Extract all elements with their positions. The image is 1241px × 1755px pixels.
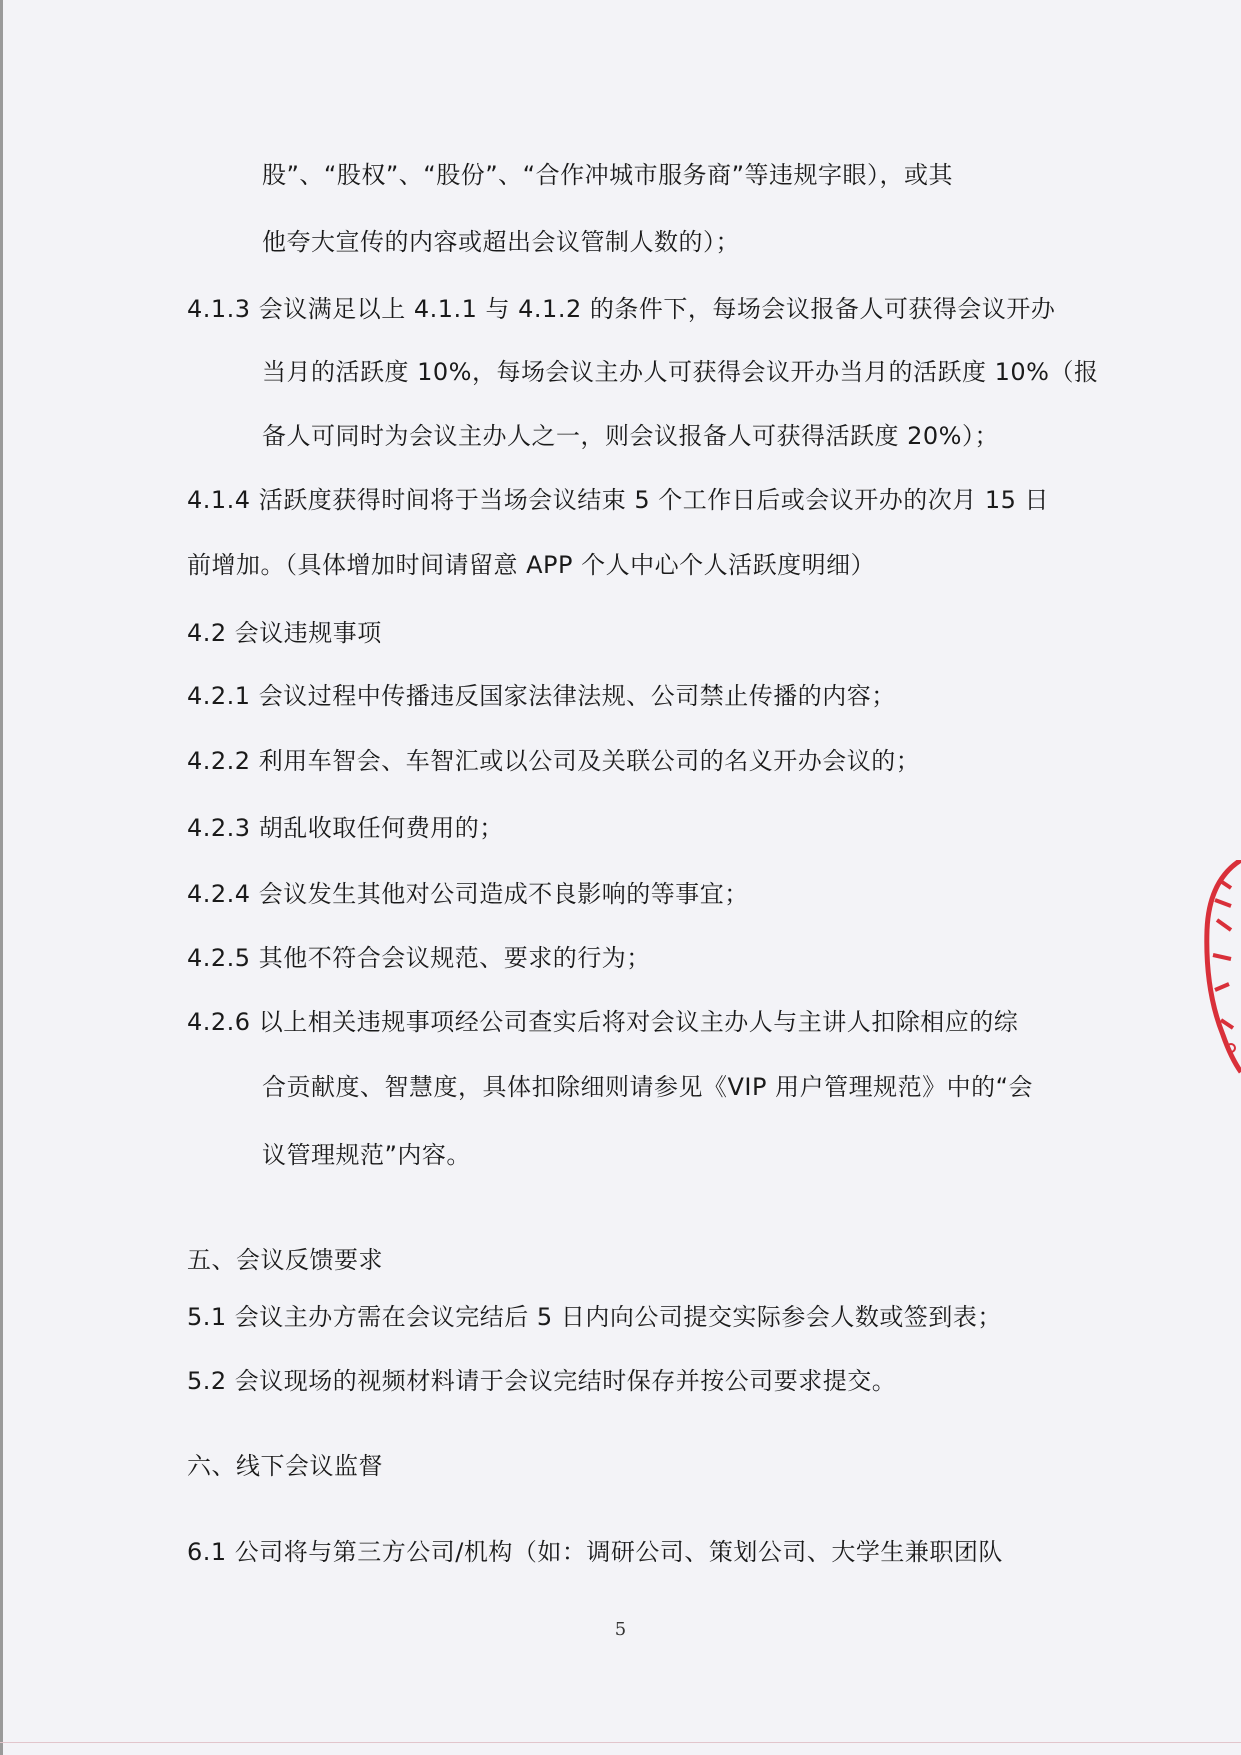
scan-edge	[0, 0, 3, 1755]
text-line: 4.2.5 其他不符合会议规范、要求的行为；	[187, 944, 651, 972]
text-line: 4.2.2 利用车智会、车智汇或以公司及关联公司的名义开办会议的；	[187, 747, 921, 775]
text-line: 4.1.4 活跃度获得时间将于当场会议结束 5 个工作日后或会议开办的次月 15 日	[187, 486, 1050, 514]
text-line: 4.2.4 会议发生其他对公司造成不良影响的等事宜；	[187, 880, 749, 908]
text-line: 6.1 公司将与第三方公司/机构（如：调研公司、策划公司、大学生兼职团队	[187, 1538, 1003, 1566]
text-line: 4.1.3 会议满足以上 4.1.1 与 4.1.2 的条件下，每场会议报备人可获得会议开办	[187, 295, 1056, 323]
text-line: 前增加。（具体增加时间请留意 APP 个人中心个人活跃度明细）	[187, 551, 876, 579]
text-line: 4.2.1 会议过程中传播违反国家法律法规、公司禁止传播的内容；	[187, 682, 896, 710]
text-line: 5.2 会议现场的视频材料请于会议完结时保存并按公司要求提交。	[187, 1367, 897, 1395]
text-line: 4.2.3 胡乱收取任何费用的；	[187, 814, 504, 842]
text-line: 合贡献度、智慧度，具体扣除细则请参见《VIP 用户管理规范》中的“会	[262, 1073, 1034, 1101]
bottom-rule	[0, 1742, 1241, 1743]
section-heading-5: 五、会议反馈要求	[187, 1246, 383, 1274]
page-number: 5	[614, 1619, 627, 1640]
text-line: 他夸大宣传的内容或超出会议管制人数的）；	[262, 228, 740, 256]
text-line: 5.1 会议主办方需在会议完结后 5 日内向公司提交实际参会人数或签到表；	[187, 1303, 1002, 1331]
section-heading-6: 六、线下会议监督	[187, 1452, 383, 1480]
text-line: 备人可同时为会议主办人之一，则会议报备人可获得活跃度 20%）；	[262, 422, 999, 450]
text-line: 当月的活跃度 10%，每场会议主办人可获得会议开办当月的活跃度 10%（报	[262, 358, 1099, 386]
text-line: 议管理规范”内容。	[262, 1141, 471, 1169]
section-heading-4-2: 4.2 会议违规事项	[187, 619, 382, 647]
text-line: 股”、“股权”、“股份”、“合作冲城市服务商”等违规字眼），或其	[262, 161, 954, 189]
seal-stamp-icon	[1201, 860, 1241, 1075]
text-line: 4.2.6 以上相关违规事项经公司查实后将对会议主办人与主讲人扣除相应的综	[187, 1008, 1019, 1036]
